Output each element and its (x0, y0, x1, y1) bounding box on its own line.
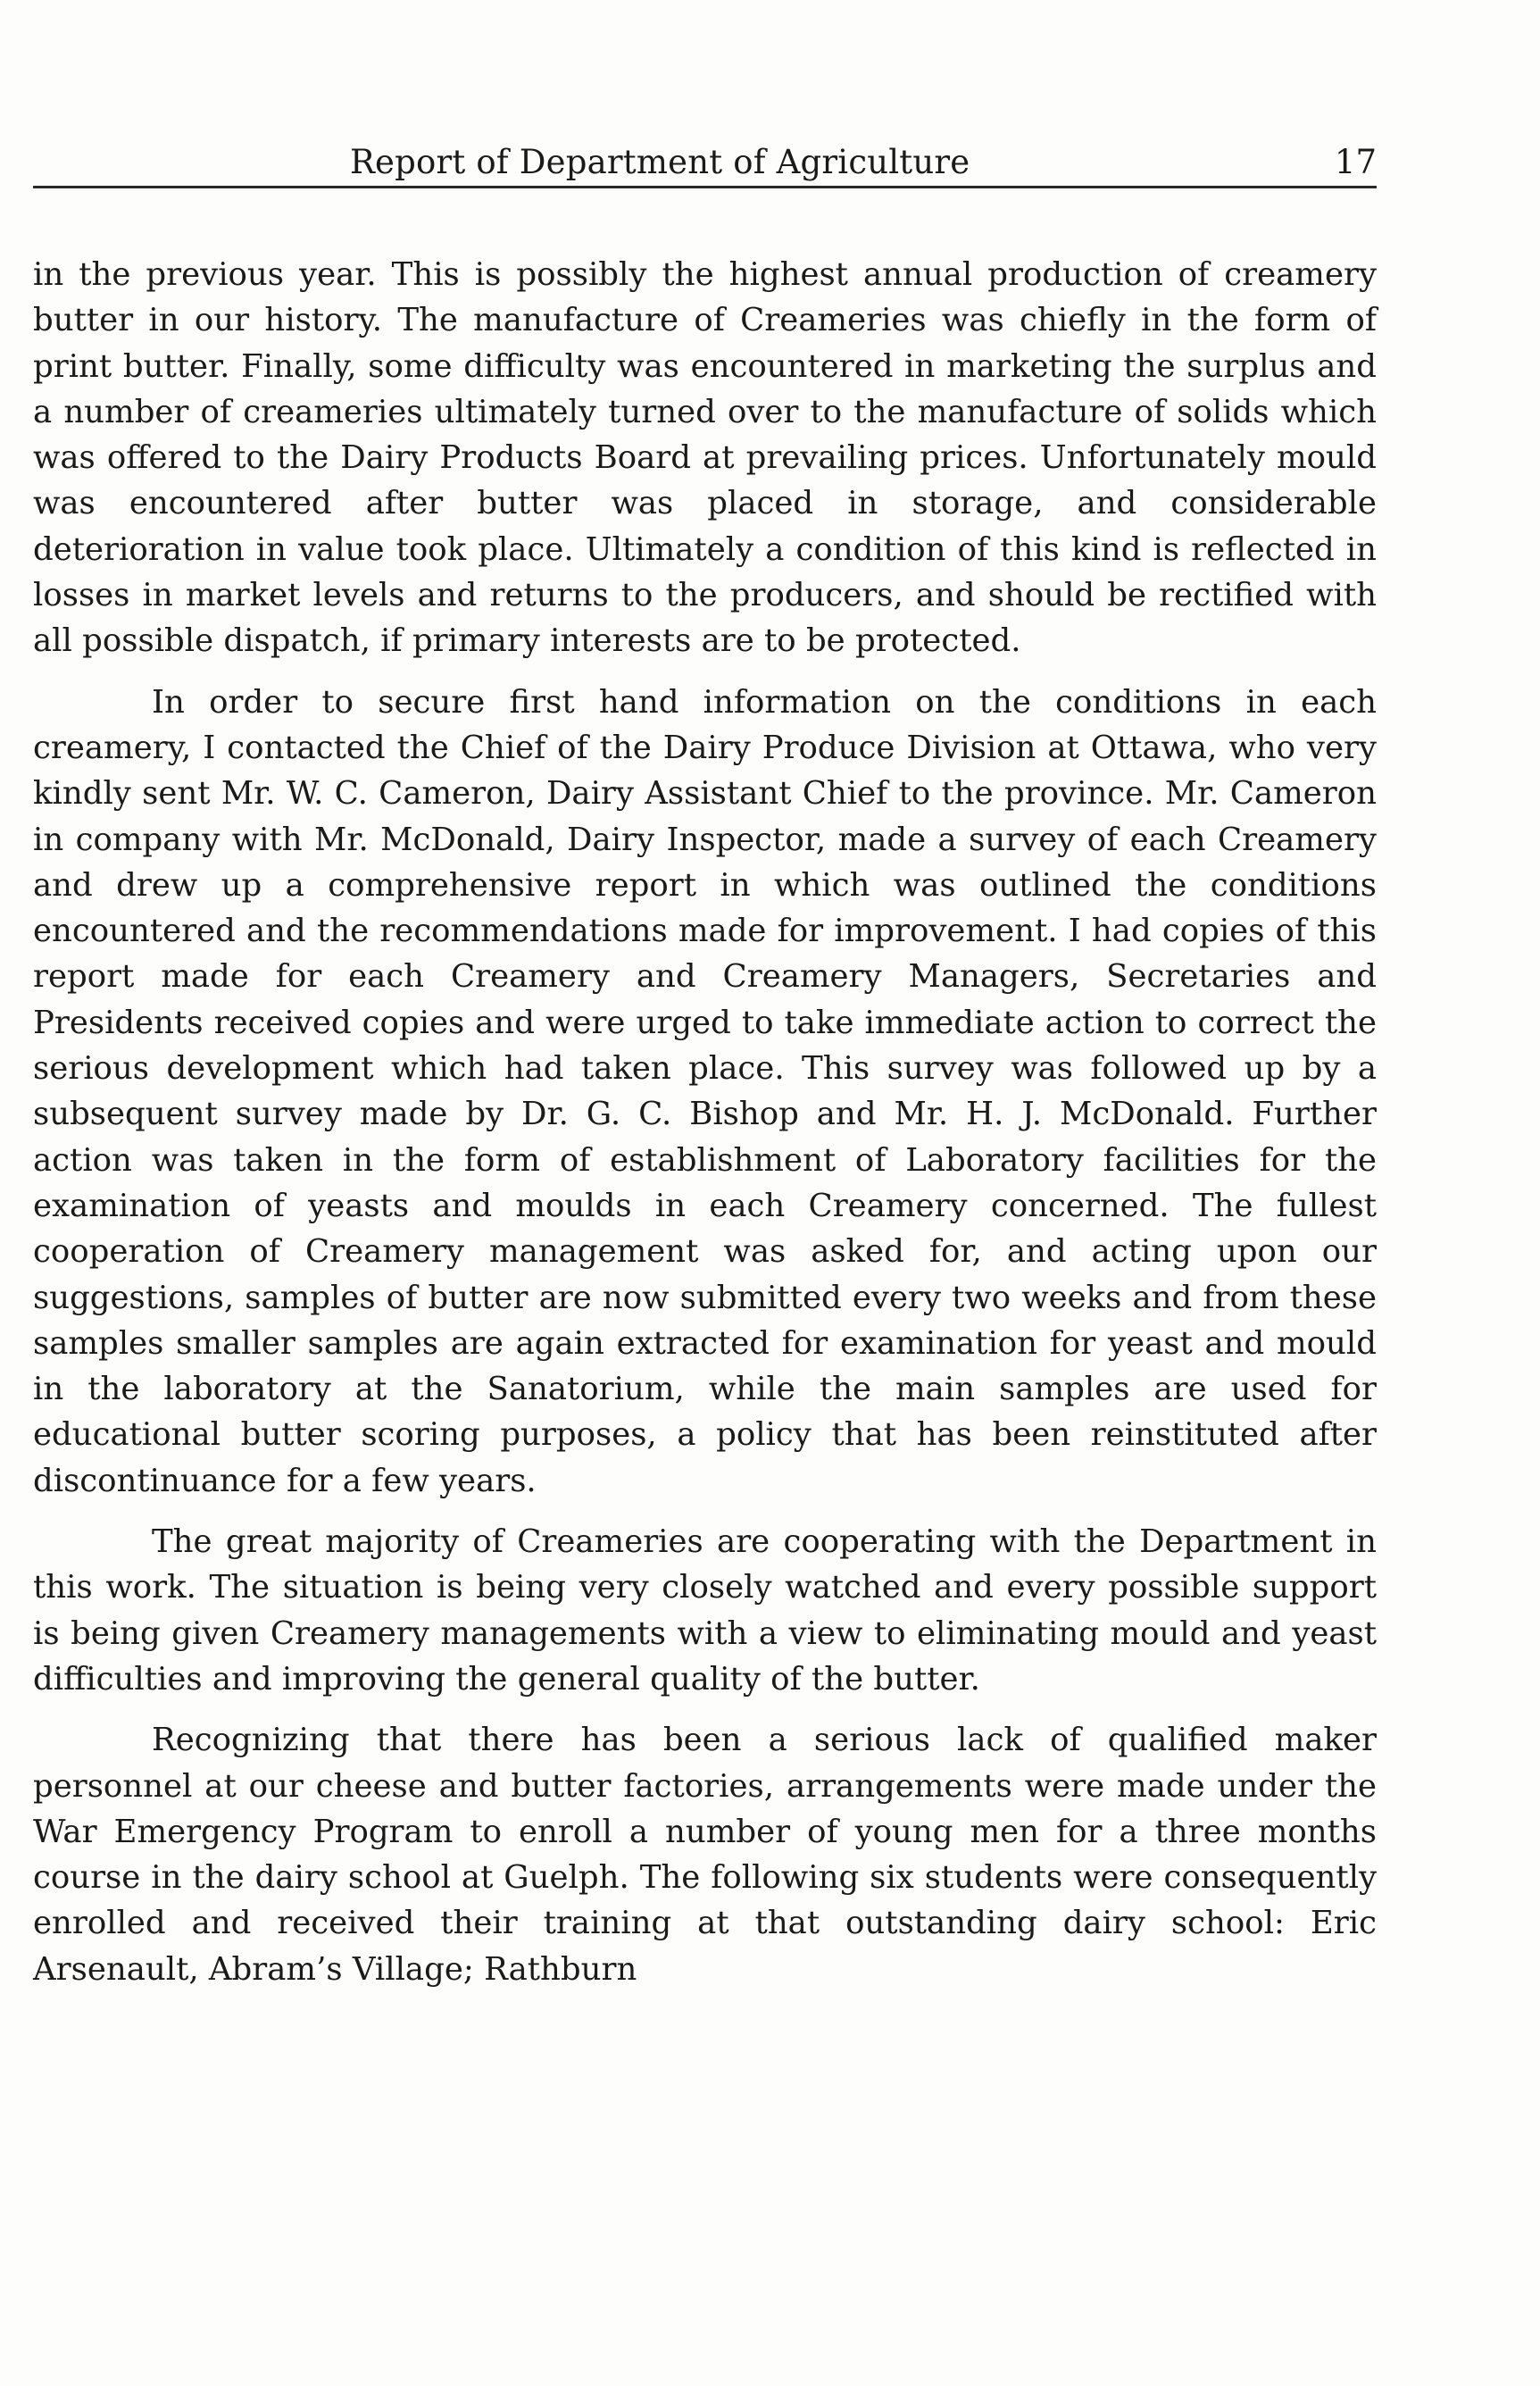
page-number: 17 (1334, 143, 1377, 181)
header-rule (33, 186, 1377, 188)
running-title: Report of Department of Agriculture (350, 143, 970, 181)
paragraph-cooperation: The great majority of Creameries are cooperating with the Department in this work. The situation is being very closely watched and every possible support is being given Creamery managements with a view to eliminating mould and yeast difficulties and improving the general quality of the butter. (33, 1523, 1377, 1698)
paragraph-dairy-school: Recognizing that there has been a serious lack of qualified maker personnel at our cheese and butter factories, arrangements were made under the War Emergency Program to enroll a number of young men for a three months course in the dairy school at Guelph. The following six students were consequently enrolled and received their training at that outstanding dairy school: Eric Arsenault, Abram’s Village; Rathburn (33, 1722, 1377, 1988)
body-text (33, 252, 1377, 1992)
running-header (33, 141, 1377, 186)
paragraph-continued: in the previous year. This is possibly the highest annual production of creamery butter in our history. The manufacture of Creameries was chiefly in the form of print butter. Finally, some difficulty was encountered in marketing the surplus and a number of creameries ultimately turned over to the manufacture of solids which was offered to the Dairy Products Board at prevailing prices. Unfortunately mould was encountered after butter was placed in storage, and considerable deterioration in value took place. Ultimately a condition of this kind is reflected in losses in market levels and returns to the producers, and should be rectified with all possible dispatch, if primary interests are to be protected. (33, 256, 1377, 660)
paragraph-creamery-survey: In order to secure first hand information on the conditions in each creamery, I contacted the Chief of the Dairy Produce Division at Ottawa, who very kindly sent Mr. W. C. Cameron, Dairy Assistant Chief to the province. Mr. Cameron in company with Mr. McDonald, Dairy Inspector, made a survey of each Creamery and drew up a comprehensive report in which was outlined the conditions encountered and the recommendations made for improvement. I had copies of this report made for each Creamery and Creamery Managers, Secretaries and Presidents received copies and were urged to take immediate action to correct the serious development which had taken place. This survey was followed up by a subsequent survey made by Dr. G. C. Bishop and Mr. H. J. McDonald. Further action was taken in the form of establishment of Laboratory facilities for the examination of yeasts and moulds in each Creamery concerned. The fullest cooperation of Creamery management was asked for, and acting upon our suggestions, samples of butter are now submitted every two weeks and from these samples smaller samples are again extracted for examination for yeast and mould in the laboratory at the Sanatorium, while the main samples are used for educational butter scoring purposes, a policy that has been reinstituted after discontinuance for a few years. (33, 683, 1377, 1499)
